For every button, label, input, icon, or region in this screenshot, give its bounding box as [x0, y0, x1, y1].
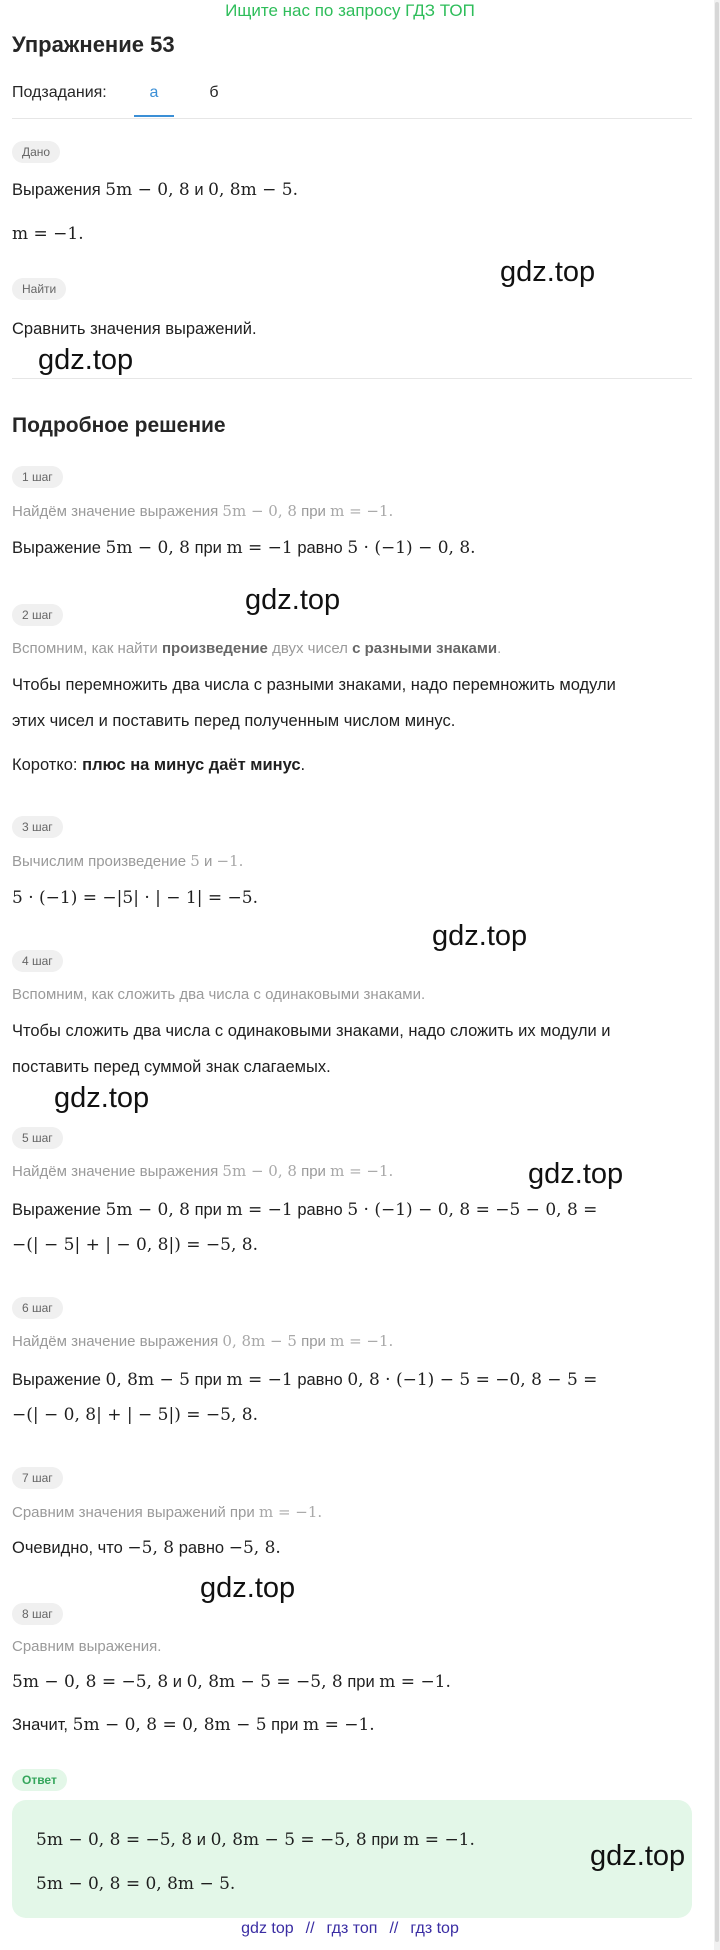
step-8-line-1	[12, 1672, 451, 1692]
step-5-body-expr: 5m − 0, 8	[105, 1200, 190, 1220]
step-5-body-cont	[12, 1235, 258, 1255]
step-8-l1-at: при	[347, 1673, 375, 1691]
step-6-chip: 6 шаг	[12, 1297, 63, 1319]
step-7-body-eq: равно	[178, 1539, 225, 1557]
step-2-short-label: Коротко:	[12, 756, 78, 774]
step-6-body-m: m = −1	[226, 1370, 293, 1390]
step-6-body-word: Выражение	[12, 1371, 101, 1389]
step-5-hint-at: при	[301, 1163, 326, 1180]
answer-l1-m: m = −1.	[403, 1830, 475, 1850]
step-7-body-a: −5, 8	[127, 1538, 175, 1558]
step-4-hint: Вспомним, как сложить два числа с одинаковыми знаками.	[12, 986, 426, 1003]
step-5-hint-expr: 5m − 0, 8	[222, 1162, 297, 1180]
step-5-body-cont-expr: −(| − 5| + | − 0, 8|) = −5, 8.	[12, 1235, 258, 1255]
answer-l1-at: при	[371, 1831, 399, 1849]
step-5-hint-text: Найдём значение выражения	[12, 1163, 219, 1180]
watermark-3: gdz.top	[245, 584, 341, 616]
step-3-body	[12, 888, 258, 908]
solution-title: Подробное решение	[12, 414, 226, 437]
given-text: Выражения	[12, 181, 101, 199]
step-6-hint	[12, 1332, 393, 1350]
step-2-hint	[12, 640, 501, 657]
scrollbar[interactable]	[714, 0, 720, 1950]
given-m: m = −1.	[12, 224, 84, 244]
step-8-l2-expr: 5m − 0, 8 = 0, 8m − 5	[72, 1715, 267, 1735]
step-8-l2-at: при	[271, 1716, 299, 1734]
footer-link-3[interactable]: гдз top	[410, 1920, 459, 1937]
step-3-hint-text: Вычислим произведение	[12, 853, 187, 870]
step-3-hint-b: −1.	[216, 852, 244, 870]
watermark-7: gdz.top	[200, 1572, 296, 1604]
watermark-4: gdz.top	[432, 920, 528, 952]
find-chip: Найти	[12, 278, 66, 300]
step-6-body-cont	[12, 1405, 258, 1425]
step-7-hint-text: Сравним значения выражений при	[12, 1504, 255, 1521]
given-chip: Дано	[12, 141, 60, 163]
divider	[12, 378, 692, 379]
step-5-hint	[12, 1162, 393, 1180]
footer-separator-2: //	[389, 1920, 399, 1937]
step-7-body-b: −5, 8.	[228, 1538, 281, 1558]
step-1-body-res: 5 · (−1) − 0, 8.	[347, 538, 476, 558]
find-text: Сравнить значения выражений.	[12, 320, 257, 338]
step-1-hint-m: m = −1.	[330, 502, 394, 520]
step-5-body-eq: равно	[297, 1201, 343, 1219]
step-7-chip: 7 шаг	[12, 1467, 63, 1489]
step-8-l1-m: m = −1.	[379, 1672, 451, 1692]
given-m-value	[12, 224, 84, 244]
step-5-body-at: при	[194, 1201, 222, 1219]
subtasks-label: Подзадания:	[12, 84, 107, 101]
step-1-body-m: m = −1	[226, 538, 293, 558]
step-6-body-expr: 0, 8m − 5	[105, 1370, 190, 1390]
step-6-hint-text: Найдём значение выражения	[12, 1333, 219, 1350]
subtasks-bar	[12, 84, 692, 119]
step-2-hint-p3: .	[497, 640, 502, 657]
step-1-body-word: Выражение	[12, 539, 101, 557]
step-1-body-eq: равно	[297, 539, 343, 557]
answer-l1-a: 5m − 0, 8 = −5, 8	[36, 1830, 193, 1850]
step-7-hint	[12, 1503, 322, 1521]
scrollbar-thumb[interactable]	[715, 2, 719, 1942]
answer-chip: Ответ	[12, 1769, 67, 1791]
step-6-hint-m: m = −1.	[330, 1332, 394, 1350]
step-6-body-at: при	[194, 1371, 222, 1389]
step-8-hint: Сравним выражения.	[12, 1638, 162, 1655]
step-1-body-at: при	[194, 539, 222, 557]
step-2-short-bold: плюс на минус даёт минус	[82, 756, 301, 774]
step-2-hint-p1: Вспомним, как найти	[12, 640, 158, 657]
step-8-l1-a: 5m − 0, 8 = −5, 8	[12, 1672, 169, 1692]
step-1-body	[12, 538, 476, 558]
step-3-chip: 3 шаг	[12, 816, 63, 838]
step-7-body-word: Очевидно, что	[12, 1539, 123, 1557]
step-1-body-expr: 5m − 0, 8	[105, 538, 190, 558]
top-banner[interactable]: Ищите нас по запросу ГДЗ ТОП	[225, 1, 475, 20]
step-1-hint-text: Найдём значение выражения	[12, 503, 219, 520]
footer-link-1[interactable]: gdz top	[241, 1920, 294, 1937]
step-4-chip: 4 шаг	[12, 950, 63, 972]
footer-separator-1: //	[305, 1920, 315, 1937]
step-3-hint-and: и	[203, 853, 213, 870]
step-2-body-1: Чтобы перемножить два числа с разными знаками, надо перемножить модули	[12, 676, 616, 694]
step-2-short-end: .	[300, 756, 306, 774]
step-2-short	[12, 756, 305, 775]
step-1-hint-expr: 5m − 0, 8	[222, 502, 297, 520]
step-5-body	[12, 1200, 597, 1220]
watermark-1: gdz.top	[500, 256, 596, 288]
step-6-body	[12, 1370, 597, 1390]
step-2-body-2: этих чисел и поставить перед полученным числом минус.	[12, 712, 456, 730]
answer-l1-and: и	[196, 1831, 206, 1849]
step-8-chip: 8 шаг	[12, 1603, 63, 1625]
step-5-body-word: Выражение	[12, 1201, 101, 1219]
step-2-hint-b2: с разными знаками	[352, 640, 498, 657]
step-1-chip: 1 шаг	[12, 466, 63, 488]
step-1-hint-at: при	[301, 503, 326, 520]
step-6-hint-at: при	[301, 1333, 326, 1350]
step-7-body	[12, 1538, 281, 1558]
step-8-l2-word: Значит,	[12, 1716, 69, 1734]
watermark-5: gdz.top	[54, 1082, 150, 1114]
given-and: и	[194, 181, 204, 199]
answer-line-1	[36, 1830, 475, 1850]
page-title: Упражнение 53	[12, 32, 175, 57]
given-expr-1: 5m − 0, 8	[105, 180, 190, 200]
watermark-2: gdz.top	[38, 344, 134, 376]
step-2-chip: 2 шаг	[12, 604, 63, 626]
step-5-body-m: m = −1	[226, 1200, 293, 1220]
step-3-body-expr: 5 · (−1) = −|5| · | − 1| = −5.	[12, 888, 258, 908]
watermark-8: gdz.top	[590, 1840, 686, 1872]
step-8-l1-b: 0, 8m − 5 = −5, 8	[186, 1672, 343, 1692]
step-5-hint-m: m = −1.	[330, 1162, 394, 1180]
given-expr-2: 0, 8m − 5.	[208, 180, 298, 200]
step-6-body-eq: равно	[297, 1371, 343, 1389]
step-2-hint-b1: произведение	[161, 640, 268, 657]
step-4-body-1: Чтобы сложить два числа с одинаковыми знаками, надо сложить их модули и	[12, 1022, 611, 1040]
step-5-chip: 5 шаг	[12, 1127, 63, 1149]
watermark-6: gdz.top	[528, 1158, 624, 1190]
step-5-body-res: 5 · (−1) − 0, 8 = −5 − 0, 8 =	[347, 1200, 598, 1220]
step-8-l2-m: m = −1.	[303, 1715, 375, 1735]
given-expressions	[12, 180, 298, 200]
step-6-hint-expr: 0, 8m − 5	[222, 1332, 297, 1350]
step-4-body-2: поставить перед суммой знак слагаемых.	[12, 1058, 331, 1076]
footer-link-2[interactable]: гдз топ	[326, 1920, 378, 1937]
answer-l2: 5m − 0, 8 = 0, 8m − 5.	[36, 1874, 236, 1894]
step-6-body-res: 0, 8 · (−1) − 5 = −0, 8 − 5 =	[347, 1370, 598, 1390]
step-7-hint-m: m = −1.	[258, 1503, 323, 1521]
answer-l1-b: 0, 8m − 5 = −5, 8	[210, 1830, 367, 1850]
step-2-hint-p2: двух чисел	[272, 640, 348, 657]
subtask-tab-a[interactable]: а	[134, 84, 174, 117]
step-1-hint	[12, 502, 393, 520]
step-8-l1-and: и	[172, 1673, 182, 1691]
step-6-body-cont-expr: −(| − 0, 8| + | − 5|) = −5, 8.	[12, 1405, 258, 1425]
step-8-line-2	[12, 1715, 375, 1735]
footer-links	[0, 1920, 700, 1938]
subtask-tab-b[interactable]: б	[209, 84, 219, 101]
answer-line-2	[36, 1874, 235, 1894]
step-3-hint	[12, 852, 243, 870]
step-3-hint-a: 5	[190, 852, 200, 870]
